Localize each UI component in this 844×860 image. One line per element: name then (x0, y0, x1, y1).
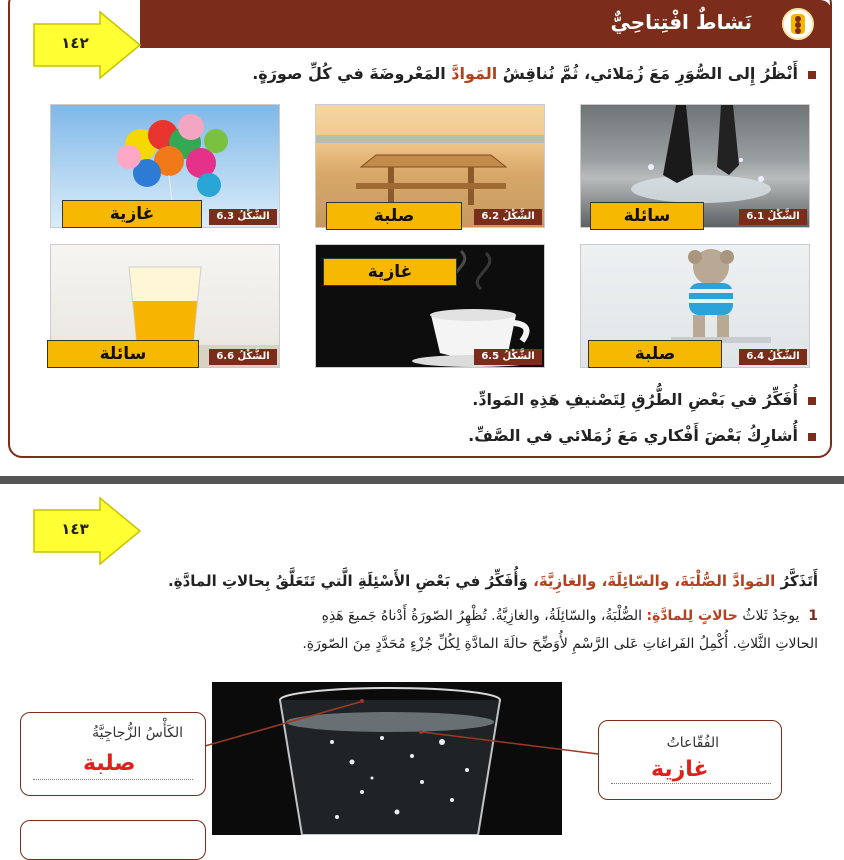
glass-answer: صلبة (83, 751, 136, 776)
figure-6-3-caption: الشَّكْلُ 6.3 (209, 209, 277, 225)
figure-6-5-caption: الشَّكْلُ 6.5 (474, 349, 542, 365)
question-1-accent: حالاتٍ لِلمادَّةِ: (646, 608, 738, 624)
figure-6-5-answer: غازية (323, 258, 457, 286)
figure-6-6-answer: سائلة (47, 340, 199, 368)
question-1-line-2: الحالاتِ الثَّلاثِ. أُكْمِلُ الفَراغاتِ عَلى الرَّسْمِ لأُوَضِّحَ حالَةَ المادَّةِ لِكُلِّ جُزْءٍ مُحَدَّدٍ مِنَ الصّورَةِ. (302, 636, 818, 652)
figure-6-1-answer: سائلة (590, 202, 704, 230)
traffic-light-icon (782, 8, 814, 40)
question-number: 1 (808, 608, 818, 624)
bullet-icon (808, 433, 816, 441)
instruction-2 (472, 390, 816, 409)
instruction-3 (468, 426, 816, 445)
instruction-1-end: المَعْروضَةَ في كُلِّ صورَةٍ. (252, 64, 446, 83)
lesson-page-143 (0, 484, 844, 835)
figure-6-4-answer: صلبة (588, 340, 722, 368)
figure-6-2-answer: صلبة (326, 202, 462, 230)
glass-label-box (20, 712, 206, 796)
intro-start: أَتَذَكَّرُ (780, 572, 818, 590)
figure-6-1-caption: الشَّكْلُ 6.1 (739, 209, 807, 225)
bubbles-label-title: الفُقّاعاتُ (666, 735, 719, 751)
activity-banner (140, 0, 832, 48)
intro-end: وَأُفَكِّرُ في بَعْضِ الأَسْئِلَةِ الَّتي تَتَعَلَّقُ بِحالاتِ المادَّةِ. (168, 572, 528, 590)
figure-6-3-answer: غازية (62, 200, 202, 228)
instruction-2-text: أُفَكِّرُ في بَعْضِ الطُّرُقِ لِتَصْنيفِ هَذِهِ المَوادِّ. (472, 390, 798, 409)
intro-accent: المَوادَّ الصُّلْبَةَ، والسّائِلَةَ، والغازِيَّةَ، (533, 572, 776, 590)
glass-answer-line (33, 779, 193, 780)
instruction-3-text: أُشارِكُ بَعْضَ أَفْكاري مَعَ زُمَلائي في الصَّفِّ. (468, 426, 798, 445)
bullet-icon (808, 71, 816, 79)
page-number: ١٤٢ (61, 34, 89, 52)
instruction-1-text: أَنْظُرُ إِلى الصُّوَرِ مَعَ زُمَلائي، ثُمَّ نُناقِشُ (502, 64, 798, 83)
bubbles-answer-line (611, 783, 771, 784)
page-separator (0, 476, 844, 484)
liquid-label-box (20, 820, 206, 860)
figure-6-6-caption: الشَّكْلُ 6.6 (209, 349, 277, 365)
glass-label-title: الكَأْسُ الزُّجاجِيَّةُ (92, 725, 183, 741)
bubbles-label-box (598, 720, 782, 800)
instruction-1-accent: المَوادَّ (451, 64, 498, 83)
bubbles-answer: غازية (651, 757, 709, 782)
banner-title: نَشاطٌ افْتِتاحِيٌّ (610, 10, 752, 34)
page-number: ١٤٣ (61, 520, 89, 538)
question-1-end: الصُّلْبَةُ، والسّائِلَةُ، والغازِيَّةُ. تُظْهِرُ الصّورَةُ أَدْناهُ جَميعَ هَذِهِ (321, 608, 643, 624)
figure-6-4-caption: الشَّكْلُ 6.4 (739, 349, 807, 365)
question-1-start: يوجَدُ ثَلاثُ (742, 608, 800, 624)
bullet-icon (808, 397, 816, 405)
instruction-1 (252, 64, 816, 83)
figure-6-2-caption: الشَّكْلُ 6.2 (474, 209, 542, 225)
